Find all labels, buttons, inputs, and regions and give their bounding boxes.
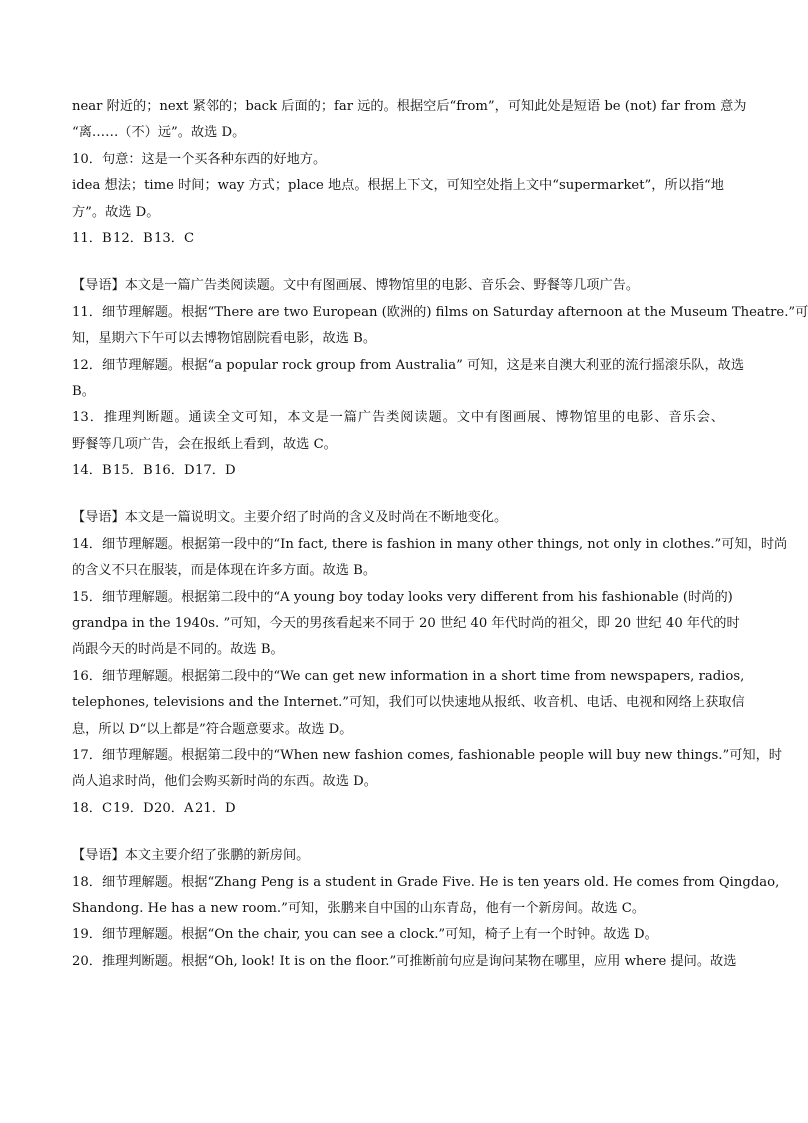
explanation-11-line-1: 11．细节理解题。根据“There are two European (欧洲的) films on Saturday afternoon at the Museum Theatre.”可	[72, 304, 808, 320]
answer-item: 17．D	[195, 463, 236, 479]
explanation-16-line-2: telephones, televisions and the Internet.”可知，我们可以快速地从报纸、收音机、电话、电视和网络上获取信	[72, 695, 745, 711]
section-gap	[72, 484, 724, 505]
answers-18-21	[72, 796, 724, 822]
explanation-14-line-2: 的含义不只在服装，而是体现在许多方面。故选 B。	[72, 563, 377, 579]
explanation-17-line-2: 尚人追求时尚，他们会购买新时尚的东西。故选 D。	[72, 774, 377, 790]
explanation-9-line-2: “离……（不）远”。故选 D。	[72, 125, 246, 141]
explanation-19-line-1: 19．细节理解题。根据“On the chair, you can see a clock.”可知，椅子上有一个时钟。故选 D。	[72, 927, 658, 943]
explanation-15-line-2: grandpa in the 1940s. ”可知，今天的男孩看起来不同于 20 世纪 40 年代时尚的祖父，即 20 世纪 40 年代的时	[72, 616, 740, 632]
explanation-14-line-1: 14．细节理解题。根据第一段中的“In fact, there is fashion in many other things, not only in clothes.”可知，时尚	[72, 536, 788, 552]
explanation-10-line-2: 方”。故选 D。	[72, 204, 160, 220]
explanation-11-line-2: 知，星期六下午可以去博物馆剧院看电影，故选 B。	[72, 331, 377, 347]
explanation-15-line-1: 15．细节理解题。根据第二段中的“A young boy today looks very different from his fashionable (时尚的)	[72, 589, 733, 605]
section-gap	[72, 252, 724, 273]
answers-11-13	[72, 226, 724, 252]
answer-item: 14．B	[72, 463, 112, 479]
guide-passage-room: 【导语】本文主要介绍了张鹏的新房间。	[72, 848, 310, 864]
answer-item: 13．C	[154, 230, 195, 246]
answer-item: 16．D	[154, 463, 195, 479]
explanation-18-line-2: Shandong. He has a new room.”可知，张鹏来自中国的山东青岛，他有一个新房间。故选 C。	[72, 900, 646, 916]
explanation-16-line-1: 16．细节理解题。根据第二段中的“We can get new information in a short time from newspapers, radios,	[72, 668, 745, 684]
answer-item: 11．B	[72, 230, 112, 246]
answer-item: 15．B	[113, 463, 153, 479]
explanation-9-line-1: near 附近的；next 紧邻的；back 后面的；far 远的。根据空后“from”，可知此处是短语 be (not) far from 意为	[72, 99, 747, 114]
answer-item: 12．B	[113, 230, 153, 246]
question-10-meaning: 10．句意：这是一个买各种东西的好地方。	[72, 151, 327, 167]
answer-item: 18．C	[72, 800, 113, 816]
guide-passage-fashion: 【导语】本文是一篇说明文。主要介绍了时尚的含义及时尚在不断地变化。	[72, 510, 508, 526]
explanation-15-line-3: 尚跟今天的时尚是不同的。故选 B。	[72, 642, 284, 658]
explanation-13-line-1: 13．推理判断题。通读全文可知，本文是一篇广告类阅读题。文中有图画展、博物馆里的电影、音乐会、	[72, 410, 724, 426]
guide-passage-ad: 【导语】本文是一篇广告类阅读题。文中有图画展、博物馆里的电影、音乐会、野餐等几项广告。	[72, 278, 640, 294]
explanation-12-line-2: B。	[72, 383, 95, 399]
explanation-18-line-1: 18．细节理解题。根据“Zhang Peng is a student in Grade Five. He is ten years old. He comes from Qingdao,	[72, 874, 780, 890]
answers-14-17	[72, 458, 724, 484]
explanation-16-line-3: 息，所以 D“以上都是”符合题意要求。故选 D。	[72, 721, 353, 737]
answer-explanation-text	[72, 94, 808, 975]
explanation-12-line-1: 12．细节理解题。根据“a popular rock group from Australia” 可知，这是来自澳大利亚的流行摇滚乐队，故选	[72, 357, 745, 373]
explanation-13-line-2: 野餐等几项广告，会在报纸上看到，故选 C。	[72, 436, 337, 452]
answer-item: 19．D	[113, 800, 154, 816]
answer-item: 20．A	[154, 800, 194, 816]
explanation-17-line-1: 17．细节理解题。根据第二段中的“When new fashion comes, fashionable people will buy new things.”可知，时	[72, 747, 782, 763]
explanation-10-line-1: idea 想法；time 时间；way 方式；place 地点。根据上下文，可知空处指上文中“supermarket”，所以指“地	[72, 178, 724, 194]
section-gap	[72, 822, 724, 843]
answer-item: 21．D	[195, 800, 236, 816]
explanation-20-line-1: 20．推理判断题。根据“Oh, look! It is on the floor.”可推断前句应是询问某物在哪里，应用 where 提问。故选	[72, 953, 737, 969]
